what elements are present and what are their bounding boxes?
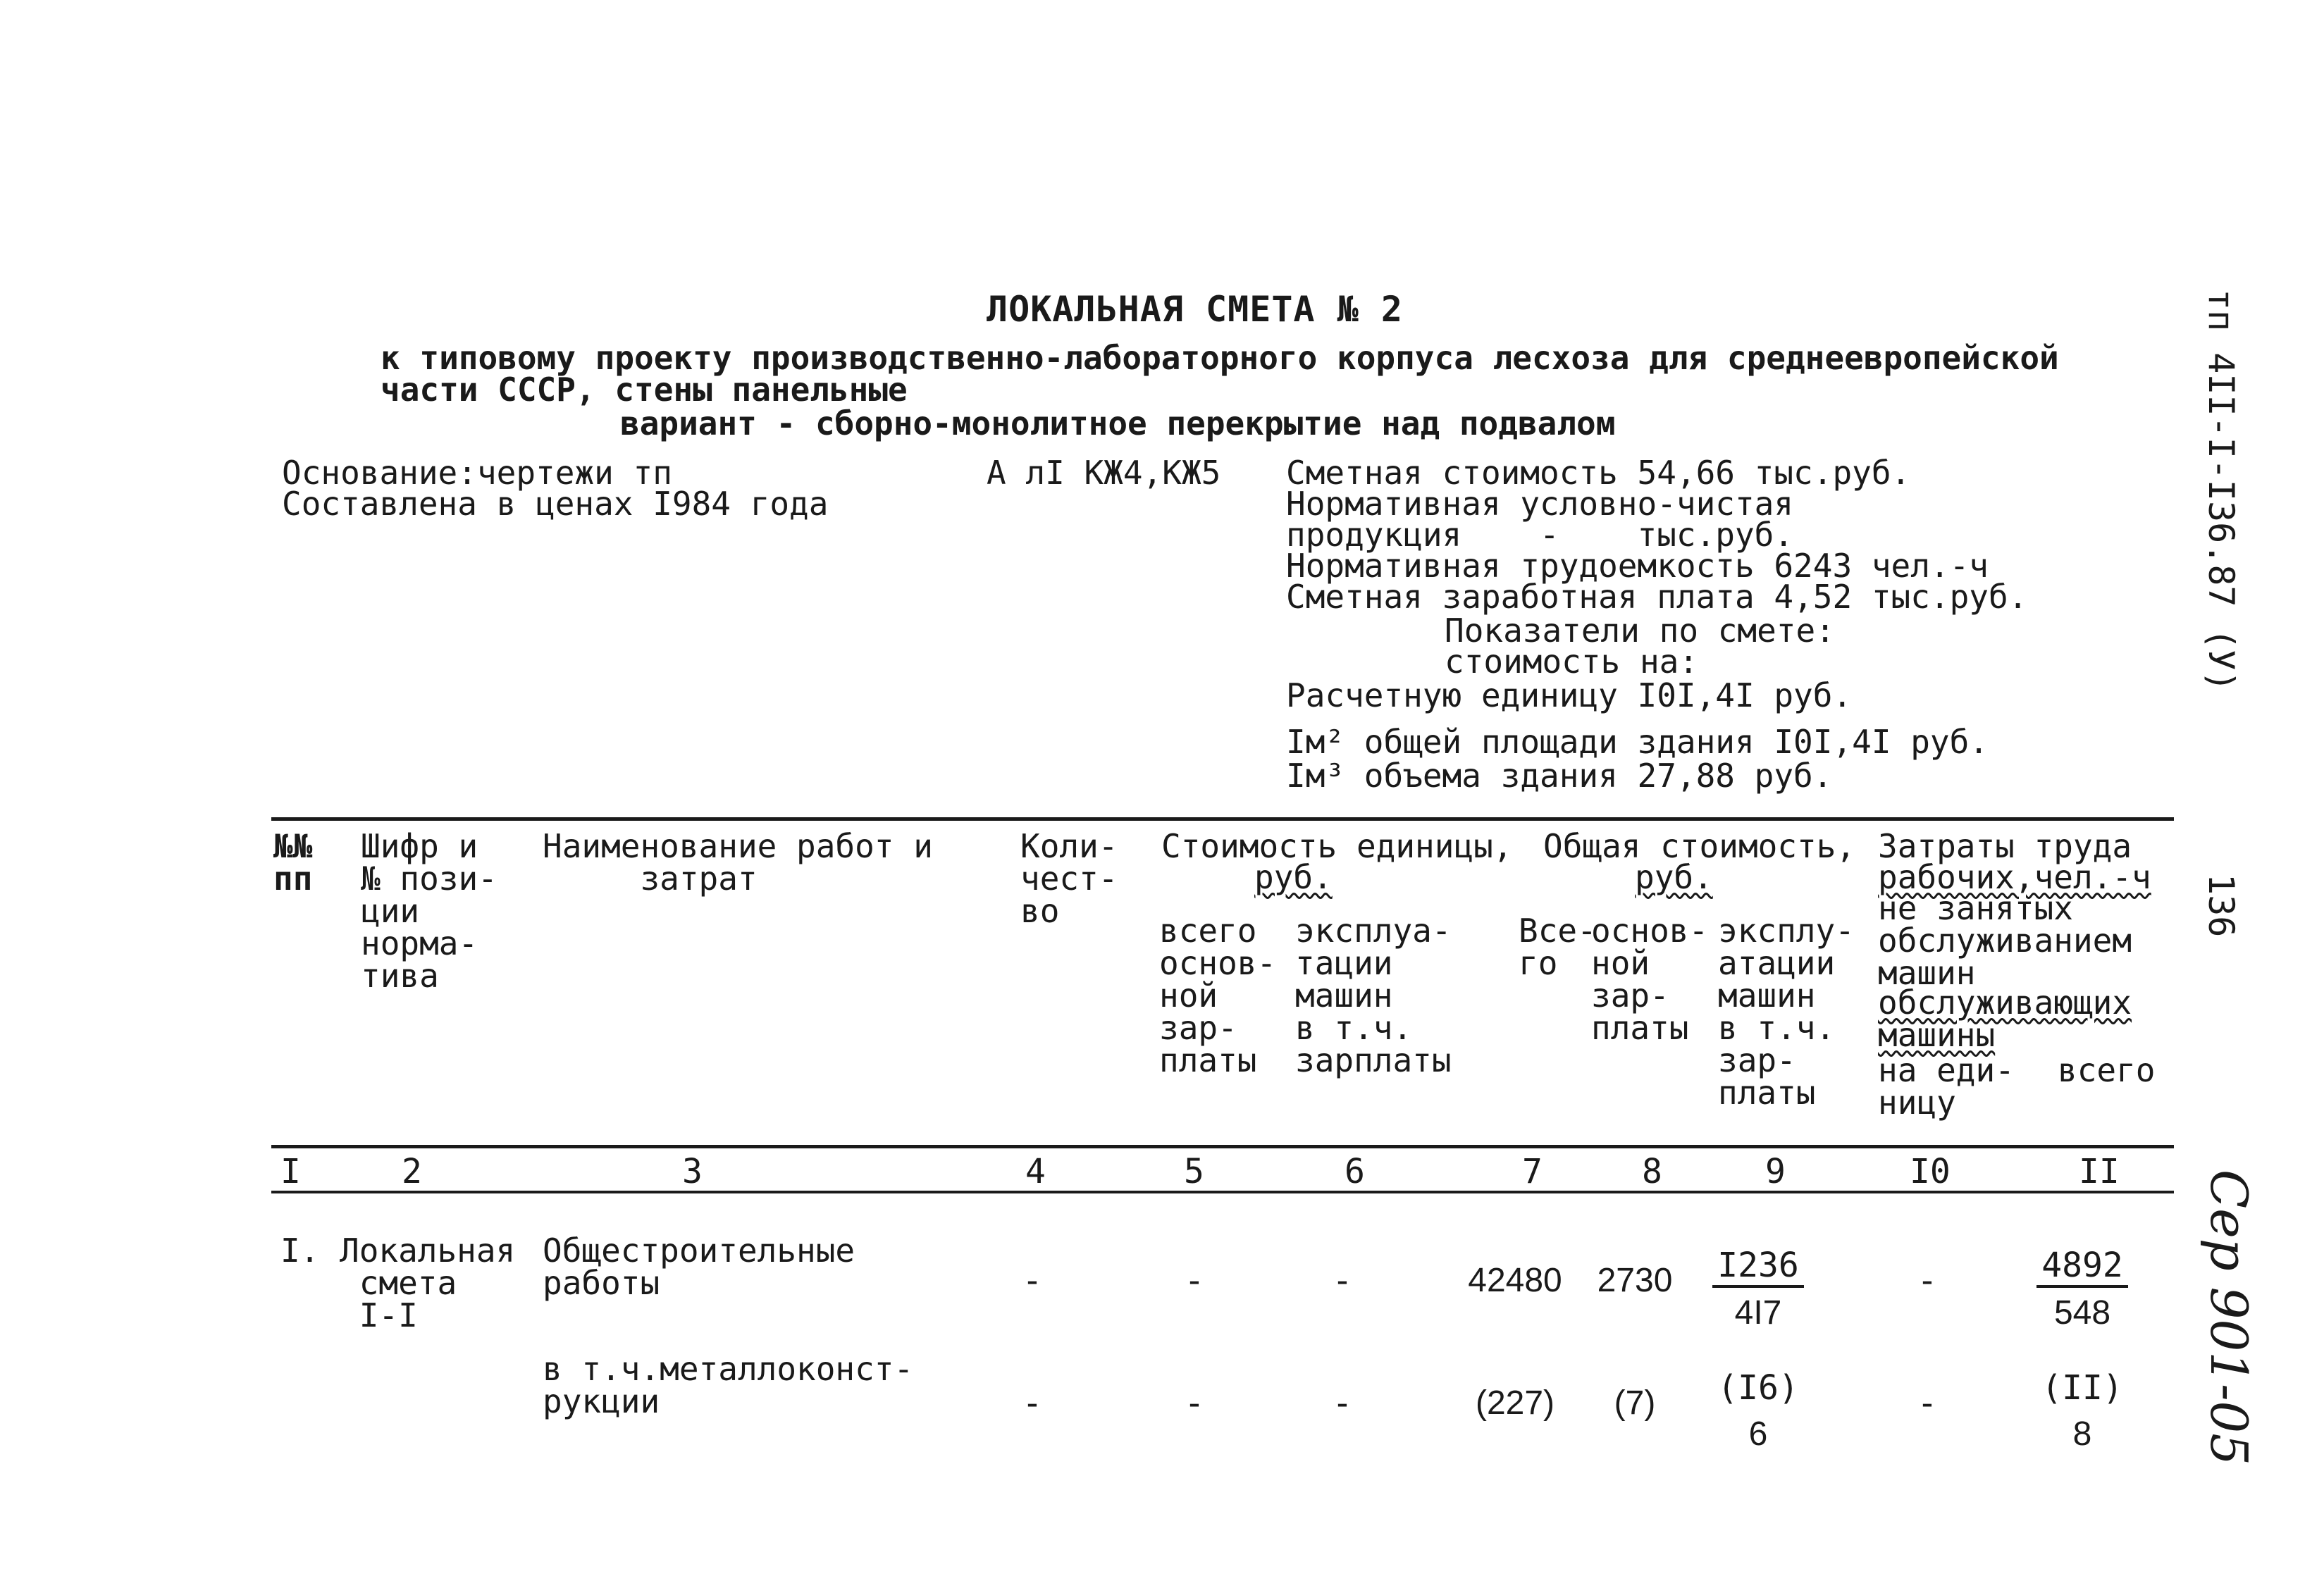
per-volume-cost: Iм³ объема здания 27,88 руб.: [1286, 757, 1833, 795]
header-col-2: Шифр и № пози- ции норма- тива: [361, 827, 497, 995]
col-number: 5: [1184, 1152, 1204, 1191]
col-number: I0: [1910, 1152, 1951, 1191]
table-top-rule: [271, 817, 2174, 821]
header-labor-serving: обслуживающих машины: [1878, 984, 2132, 1054]
col-number: 7: [1522, 1152, 1543, 1191]
norm-product-2: продукция - тыс.руб.: [1286, 516, 1794, 554]
column-numbers-rule: [271, 1191, 2174, 1193]
row-name: Общестроительные работы: [543, 1232, 855, 1302]
col-number: 9: [1765, 1152, 1786, 1191]
row-quantity: -: [1022, 1261, 1043, 1301]
side-document-code: тп 4II-I-I36.87 (У): [2201, 289, 2242, 692]
per-area-cost: Iм² общей площади здания I0I,4I руб.: [1286, 723, 1989, 761]
row-code: Локальная смета I-I: [340, 1232, 516, 1334]
header-group-total-cost-unit: руб.: [1635, 858, 1713, 896]
basis-text: Основание:чертежи тп: [282, 454, 672, 492]
col-number: II: [2079, 1152, 2120, 1191]
col-number: I: [280, 1152, 301, 1191]
row-machines-wage: 6: [1748, 1415, 1768, 1453]
page-number: 136: [2201, 874, 2242, 938]
row-labor-serving: 8: [2072, 1415, 2092, 1453]
header-col-6: эксплуа- тации машин в т.ч. зарплаты: [1295, 912, 1452, 1079]
row-quantity: -: [1022, 1384, 1043, 1423]
row-labor-unit: -: [1917, 1384, 1938, 1423]
header-group-total-cost: Общая стоимость,: [1543, 827, 1856, 865]
prices-text: Составлена в ценах I984 года: [282, 485, 829, 523]
header-labor-not-serving: не занятых обслуживанием машин: [1878, 889, 2132, 992]
col-number: 3: [682, 1152, 703, 1191]
handwritten-series-stamp: Сер 901-05: [2199, 1170, 2258, 1466]
col-number: 8: [1642, 1152, 1662, 1191]
row-unit-machines: -: [1332, 1261, 1353, 1301]
row-name: в т.ч.металлоконст- рукции: [543, 1350, 914, 1420]
header-col-3: Наименование работ и затрат: [543, 827, 933, 898]
row-total: 42480: [1468, 1262, 1562, 1299]
header-col-7: Все- го: [1519, 912, 1597, 982]
row-unit-wage: -: [1184, 1384, 1205, 1423]
col-number: 2: [402, 1152, 422, 1191]
estimated-wage: Сметная заработная плата 4,52 тыс.руб.: [1286, 578, 2028, 616]
header-col-10: на еди- ницу: [1878, 1051, 2015, 1122]
header-group-labor: Затраты труда: [1878, 827, 2132, 865]
header-col-8: основ- ной зар- платы: [1591, 912, 1709, 1047]
row-machines-total: (I6): [1717, 1368, 1799, 1408]
sheets-text: А лI КЖ4,КЖ5: [987, 454, 1221, 492]
table-header-rule: [271, 1145, 2174, 1148]
per-unit-cost: Расчетную единицу I0I,4I руб.: [1286, 676, 1853, 714]
header-group-labor-unit: рабочих,чел.-ч: [1878, 858, 2151, 896]
indicators-cost-on: стоимость на:: [1445, 643, 1699, 681]
col-number: 6: [1345, 1152, 1365, 1191]
row-unit-wage: -: [1184, 1261, 1205, 1301]
row-labor-total: (II): [2041, 1368, 2123, 1408]
indicators-heading: Показатели по смете:: [1445, 612, 1835, 650]
subtitle-line-1: к типовому проекту производственно-лабораторного корпуса лесхоза для среднеевропейской: [381, 339, 2059, 377]
estimated-cost: Сметная стоимость 54,66 тыс.руб.: [1286, 454, 1911, 492]
subtitle-line-2: части СССР, стены панельные: [381, 371, 908, 409]
header-col-1: №№ пп: [273, 827, 313, 898]
header-col-4: Коли- чест- во: [1020, 827, 1118, 930]
header-group-unit-cost: Стоимость единицы,: [1161, 827, 1513, 865]
row-machines-wage: 4I7: [1734, 1294, 1782, 1332]
row-number: I.: [280, 1232, 320, 1270]
header-col-11: всего: [2058, 1051, 2156, 1089]
row-labor-serving: 548: [2053, 1294, 2111, 1332]
header-group-unit-cost-unit: руб.: [1254, 858, 1333, 896]
row-total-wage: 2730: [1597, 1262, 1673, 1299]
row-total-wage: (7): [1614, 1384, 1656, 1422]
row-total: (227): [1475, 1384, 1555, 1422]
document-title: ЛОКАЛЬНАЯ СМЕТА № 2: [987, 289, 1403, 330]
row-unit-machines: -: [1332, 1384, 1353, 1423]
row-labor-unit: -: [1917, 1261, 1938, 1301]
labor-intensity: Нормативная трудоемкость 6243 чел.-ч: [1286, 547, 1989, 585]
row-labor-total: 4892: [2036, 1246, 2128, 1288]
row-machines-total: I236: [1712, 1246, 1804, 1288]
header-col-5: всего основ- ной зар- платы: [1159, 912, 1277, 1079]
col-number: 4: [1025, 1152, 1046, 1191]
norm-product-1: Нормативная условно-чистая: [1286, 485, 1794, 523]
header-col-9: эксплу- атации машин в т.ч. зар- платы: [1718, 912, 1855, 1112]
subtitle-line-3: вариант - сборно-монолитное перекрытие над подвалом: [620, 404, 1616, 442]
